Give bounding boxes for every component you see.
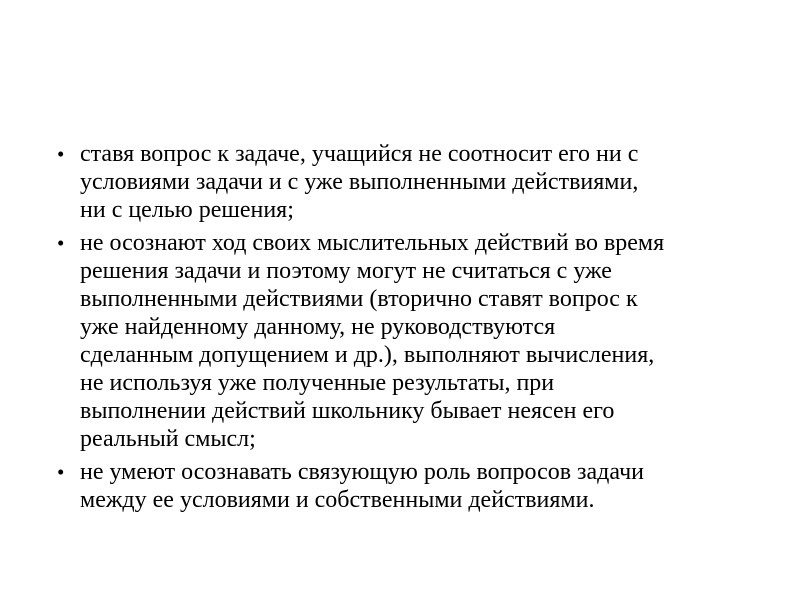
text-line: ни с целью решения;	[80, 197, 294, 223]
text-line: реальный смысл;	[80, 426, 256, 452]
bullet-item	[55, 458, 785, 514]
text-line: сделанным допущением и др.), выполняют вычисления,	[80, 342, 655, 368]
text-line: решения задачи и поэтому могут не считаться с уже	[80, 258, 612, 284]
text-line: не осознают ход своих мыслительных действий во время	[80, 230, 665, 256]
text-line: уже найденному данному, не руководствуются	[80, 314, 556, 340]
text-line: выполнении действий школьнику бывает неясен его	[80, 398, 615, 424]
bullet-icon: •	[57, 142, 65, 166]
text-line: не умеют осознавать связующую роль вопросов задачи	[80, 459, 644, 485]
text-line: условиями задачи и с уже выполненными действиями,	[80, 169, 639, 195]
bullet-icon: •	[57, 460, 65, 484]
text-line: между ее условиями и собственными действиями.	[80, 487, 595, 513]
bullet-item	[55, 140, 785, 224]
text-line: выполненными действиями (вторично ставят вопрос к	[80, 286, 638, 312]
bullet-list	[55, 140, 785, 514]
text-line: не используя уже полученные результаты, при	[80, 370, 555, 396]
bullet-icon: •	[57, 231, 65, 255]
text-line: ставя вопрос к задаче, учащийся не соотносит его ни с	[80, 141, 639, 167]
bullet-item	[55, 229, 785, 453]
